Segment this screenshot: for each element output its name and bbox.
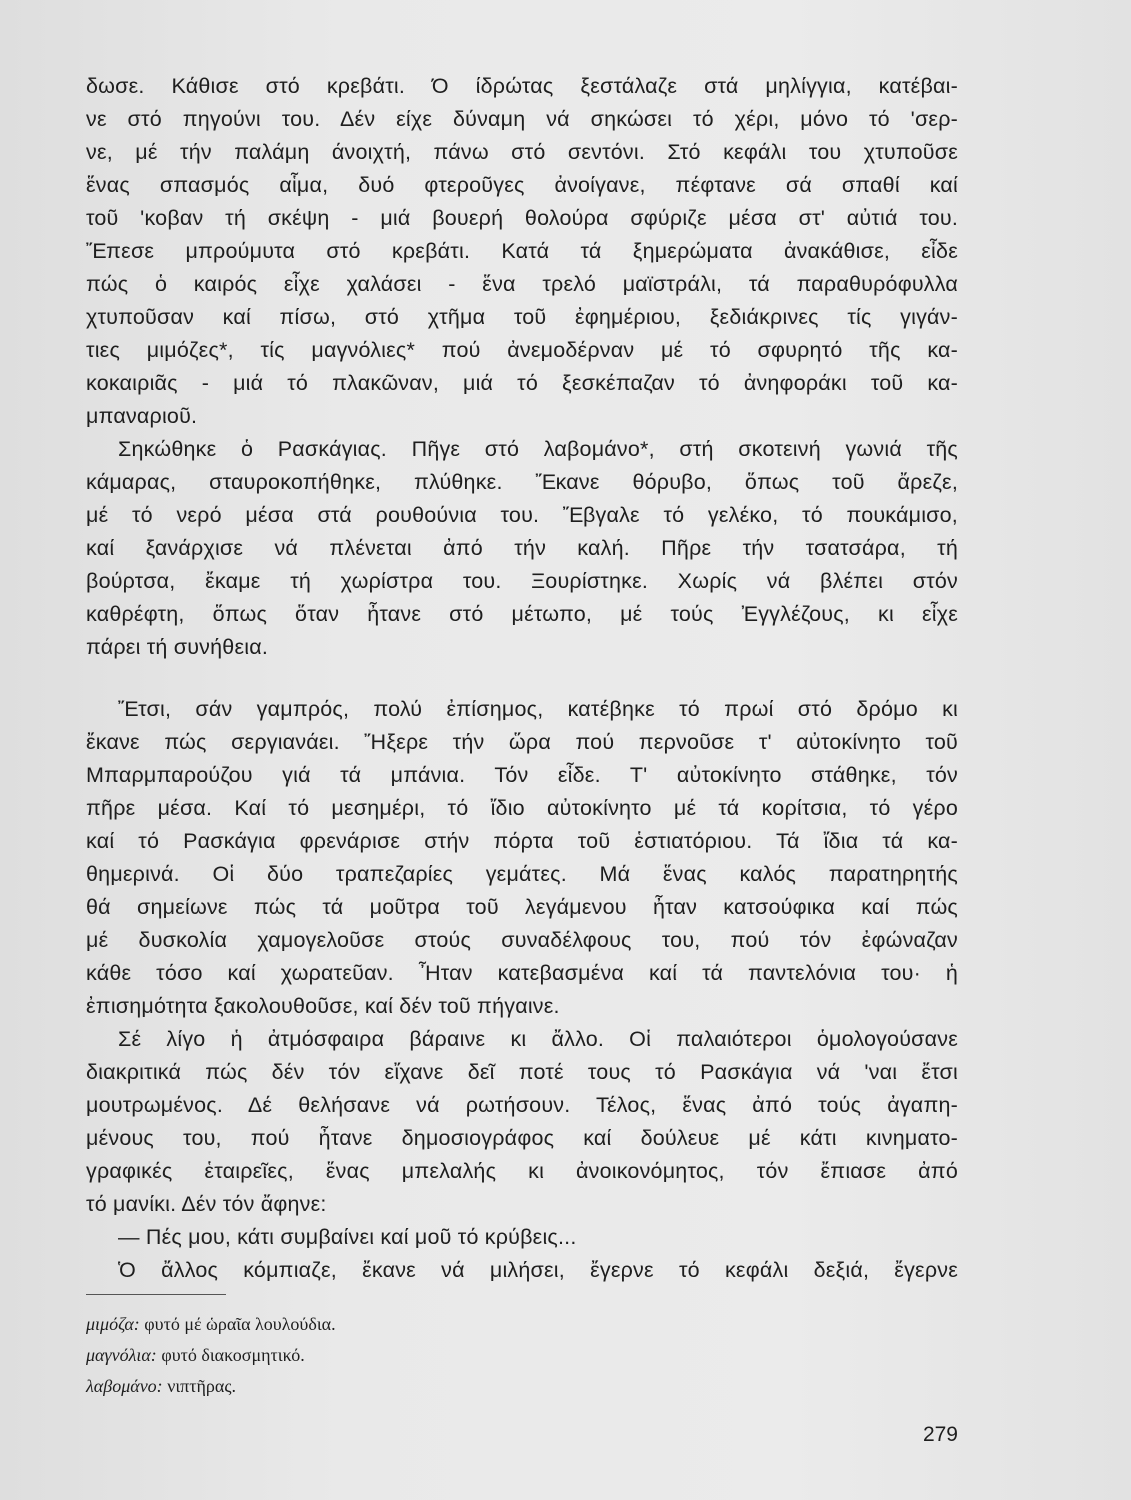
footnote-text: φυτό μέ ὡραῖα λουλούδια. (139, 1314, 336, 1334)
page-number: 279 (922, 1423, 958, 1446)
text-line: πῆρε μέσα. Καί τό μεσημέρι, τό ἴδιο αὐτοκίνητο μέ τά κορίτσια, τό γέρο (86, 796, 958, 820)
text-line: Μπαρμπαρούζου γιά τά μπάνια. Τόν εἶδε. Τ' αὐτοκίνητο στάθηκε, τόν (86, 763, 958, 787)
text-line: μουτρωμένος. Δέ θελήσανε νά ρωτήσουν. Τέλος, ἕνας ἀπό τούς ἀγαπη- (86, 1093, 958, 1117)
text-line: ἕνας σπασμός αἷμα, δυό φτεροῦγες ἀνοίγανε, πέφτανε σά σπαθί καί (86, 173, 958, 197)
text-line: καί τό Ρασκάγια φρενάρισε στήν πόρτα τοῦ ἑστιατόριου. Τά ἴδια τά κα- (86, 829, 958, 853)
text-line: κάθε τόσο καί χωρατεῦαν. Ἦταν κατεβασμένα καί τά παντελόνια του· ἡ (86, 961, 958, 985)
text-line: κάμαρας, σταυροκοπήθηκε, πλύθηκε. Ἔκανε θόρυβο, ὅπως τοῦ ἄρεζε, (86, 470, 958, 494)
text-line: τοῦ 'κοβαν τή σκέψη - μιά βουερή θολούρα σφύριζε μέσα στ' αὐτιά του. (86, 206, 958, 230)
text-line: βούρτσα, ἔκαμε τή χωρίστρα του. Ξουρίστηκε. Χωρίς νά βλέπει στόν (86, 569, 958, 593)
footnote-separator (86, 1294, 226, 1295)
text-line: κοκαιριᾶς - μιά τό πλακῶναν, μιά τό ξεσκέπαζαν τό ἀνηφοράκι τοῦ κα- (86, 371, 958, 395)
text-line: διακριτικά πώς δέν τόν εἴχανε δεῖ ποτέ τους τό Ρασκάγια νά 'ναι ἔτσι (86, 1060, 958, 1084)
text-line: μέ δυσκολία χαμογελοῦσε στούς συναδέλφους του, πού τόν ἐφώναζαν (86, 928, 958, 952)
text-line: τό μανίκι. Δέν τόν ἄφηνε: (86, 1192, 327, 1216)
text-line: πάρει τή συνήθεια. (86, 635, 269, 659)
paragraph-start-line: Σέ λίγο ἡ ἀτμόσφαιρα βάραινε κι ἄλλο. Οἱ παλαιότεροι ὁμολογούσανε (118, 1027, 958, 1051)
text-line: Ἔπεσε μπρούμυτα στό κρεβάτι. Κατά τά ξημερώματα ἀνακάθισε, εἶδε (86, 239, 958, 263)
text-line: ἐπισημότητα ξακολουθοῦσε, καί δέν τοῦ πήγαινε. (86, 994, 560, 1018)
text-line: τιες μιμόζες*, τίς μαγνόλιες* πού ἀνεμοδέρναν μέ τό σφυρητό τῆς κα- (86, 338, 958, 362)
text-line: δωσε. Κάθισε στό κρεβάτι. Ό ίδρώτας ξεστάλαζε στά μηλίγγια, κατέβαι- (86, 74, 958, 98)
footnote-term: μιμόζα: (86, 1314, 140, 1334)
text-line: ἔκανε πώς σεργιανάει. Ἤξερε τήν ὥρα πού περνοῦσε τ' αὐτοκίνητο τοῦ (86, 730, 958, 754)
text-line: καί ξανάρχισε νά πλένεται ἀπό τήν καλή. Πῆρε τήν τσατσάρα, τή (86, 536, 958, 560)
text-line: νε στό πηγούνι του. Δέν είχε δύναμη νά σηκώσει τό χέρι, μόνο τό 'σερ- (86, 107, 958, 131)
text-line: μένους του, πού ἦτανε δημοσιογράφος καί δούλευε μέ κάτι κινηματο- (86, 1126, 958, 1150)
text-line: θημερινά. Οἱ δύο τραπεζαρίες γεμάτες. Μά ἕνας καλός παρατηρητής (86, 862, 958, 886)
paragraph-start-line: Σηκώθηκε ὁ Ρασκάγιας. Πῆγε στό λαβομάνο*, στή σκοτεινή γωνιά τῆς (118, 437, 958, 461)
footnote (86, 1309, 336, 1339)
footnote-text: φυτό διακοσμητικό. (156, 1345, 305, 1365)
text-line: νε, μέ τήν παλάμη άνοιχτή, πάνω στό σεντόνι. Στό κεφάλι του χτυποῦσε (86, 140, 958, 164)
text-line: πώς ὁ καιρός εἶχε χαλάσει - ἕνα τρελό μαϊστράλι, τά παραθυρόφυλλα (86, 272, 958, 296)
text-line: μπαναριοῦ. (86, 404, 198, 428)
text-line: θά σημείωνε πώς τά μοῦτρα τοῦ λεγάμενου ἦταν κατσούφικα καί πώς (86, 895, 958, 919)
text-line: καθρέφτη, ὅπως ὅταν ἦτανε στό μέτωπο, μέ τούς Ἐγγλέζους, κι εἶχε (86, 602, 958, 626)
text-line: γραφικές ἑταιρεῖες, ἕνας μπελαλής κι ἀνοικονόμητος, τόν ἔπιασε ἀπό (86, 1159, 958, 1183)
footnote (86, 1340, 305, 1370)
footnote-term: μαγνόλια: (86, 1345, 157, 1365)
paragraph-start-line: Ἔτσι, σάν γαμπρός, πολύ ἐπίσημος, κατέβηκε τό πρωί στό δρόμο κι (118, 697, 958, 721)
dialogue-line: — Πές μου, κάτι συμβαίνει καί μοῦ τό κρύβεις... (118, 1225, 577, 1249)
footnote-term: λαβομάνο: (86, 1376, 163, 1396)
footnote (86, 1371, 236, 1401)
text-line: μέ τό νερό μέσα στά ρουθούνια του. Ἔβγαλε τό γελέκο, τό πουκάμισο, (86, 503, 958, 527)
paragraph-start-line: Ὁ ἄλλος κόμπιαζε, ἔκανε νά μιλήσει, ἔγερνε τό κεφάλι δεξιά, ἔγερνε (118, 1258, 958, 1282)
footnote-text: νιπτῆρας. (162, 1376, 236, 1396)
text-line: χτυποῦσαν καί πίσω, στό χτῆμα τοῦ ἐφημέριου, ξεδιάκρινες τίς γιγάν- (86, 305, 958, 329)
